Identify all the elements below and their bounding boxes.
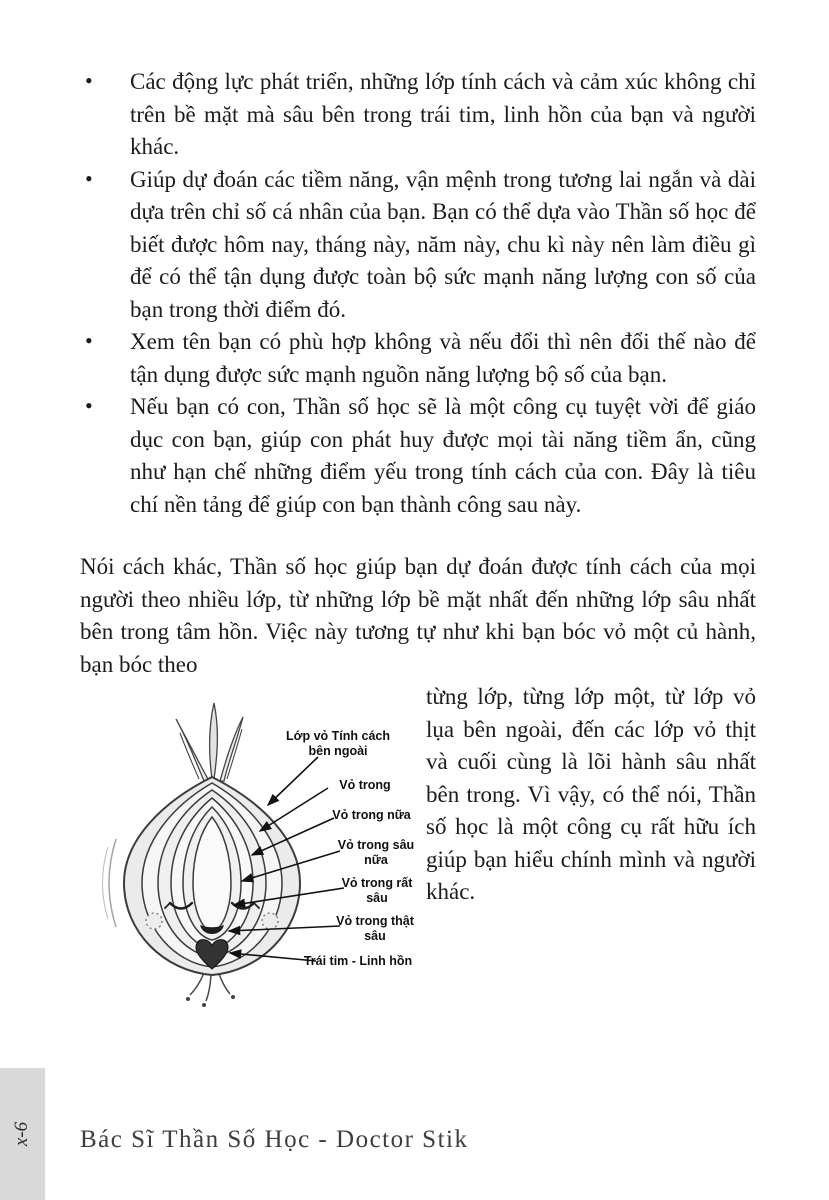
blush-right — [262, 913, 278, 929]
content-area — [80, 66, 756, 1017]
onion-label-inner-1: Vỏ trong — [339, 778, 391, 792]
chapter-side-tab — [0, 1068, 45, 1200]
blush-left — [146, 913, 162, 929]
bullet-list — [80, 66, 756, 521]
onion-roots — [187, 973, 235, 1006]
paragraph-intro: Nói cách khác, Thần số học giúp bạn dự đoán được tính cách của mọi người theo nhiều lớp, từ những lớp bề mặt nhất đến những lớp sâu nhất bên trong tâm hồn. Việc này tương tự như khi bạn bóc vỏ một củ hành, bạn bóc theo — [80, 554, 756, 677]
onion-sprout — [176, 703, 243, 781]
bullet-dot-icon: • — [85, 165, 93, 191]
bullet-text: Giúp dự đoán các tiềm năng, vận mệnh trong tương lai ngắn và dài dựa trên chỉ số cá nhân của bạn. Bạn có thể dựa vào Thần số học để biết được hôm nay, tháng này, năm này, chu kì này nên làm điều gì để có thể tận dụng được toàn bộ sức mạnh năng lượng con số của bạn trong thời điểm đó. — [130, 166, 756, 322]
onion-label-inner-5: Vỏ trong thật sâu — [336, 914, 414, 943]
onion-figure — [82, 689, 424, 1013]
bullet-text: Các động lực phát triển, những lớp tính cách và cảm xúc không chỉ trên bề mặt mà sâu bên trong trái tim, linh hồn của bạn và người khác. — [130, 69, 756, 159]
onion-label-inner-4: Vỏ trong rất sâu — [341, 876, 413, 905]
bullet-dot-icon: • — [85, 328, 93, 353]
bullet-text: Xem tên bạn có phù hợp không và nếu đổi thì nên đổi thế nào để tận dụng được sức mạnh nguồn năng lượng bộ số của bạn. — [130, 329, 756, 387]
bullet-item — [80, 66, 756, 164]
onion-label-outer-skin: Lớp vỏ Tính cách bên ngoài — [285, 729, 391, 758]
bullet-dot-icon: • — [85, 68, 93, 93]
onion-label-heart: Trái tim - Linh hồn — [303, 954, 413, 968]
onion-label-inner-2: Vỏ trong nữa — [332, 808, 411, 822]
figure-text-row — [80, 681, 756, 1017]
bullet-dot-icon: • — [85, 393, 93, 418]
bullet-item — [80, 164, 756, 327]
page-footer-title: Bác Sĩ Thần Số Học - Doctor Stik — [80, 1126, 469, 1153]
sketch-arcs — [103, 839, 117, 927]
paragraph-wrapped: từng lớp, từng lớp một, từ lớp vỏ lụa bên ngoài, đến các lớp vỏ thịt và cuối cùng là lõi hành sâu nhất bên trong. Vì vậy, có thể nói, Thần số học là một công cụ rất hữu ích giúp bạn hiểu chính mình và người khác. — [426, 684, 756, 904]
side-tab-label: x-6 — [11, 1121, 33, 1147]
bullet-item — [80, 391, 756, 521]
bullet-text: Nếu bạn có con, Thần số học sẽ là một công cụ tuyệt vời để giáo dục con bạn, giúp con phát huy được mọi tài năng tiềm ẩn, cũng như hạn chế những điểm yếu trong tính cách của con. Đây là tiêu chí nền tảng để giúp con bạn thành công sau này. — [130, 394, 756, 517]
onion-label-inner-3: Vỏ trong sâu nữa — [337, 838, 415, 867]
bullet-item — [80, 326, 756, 391]
